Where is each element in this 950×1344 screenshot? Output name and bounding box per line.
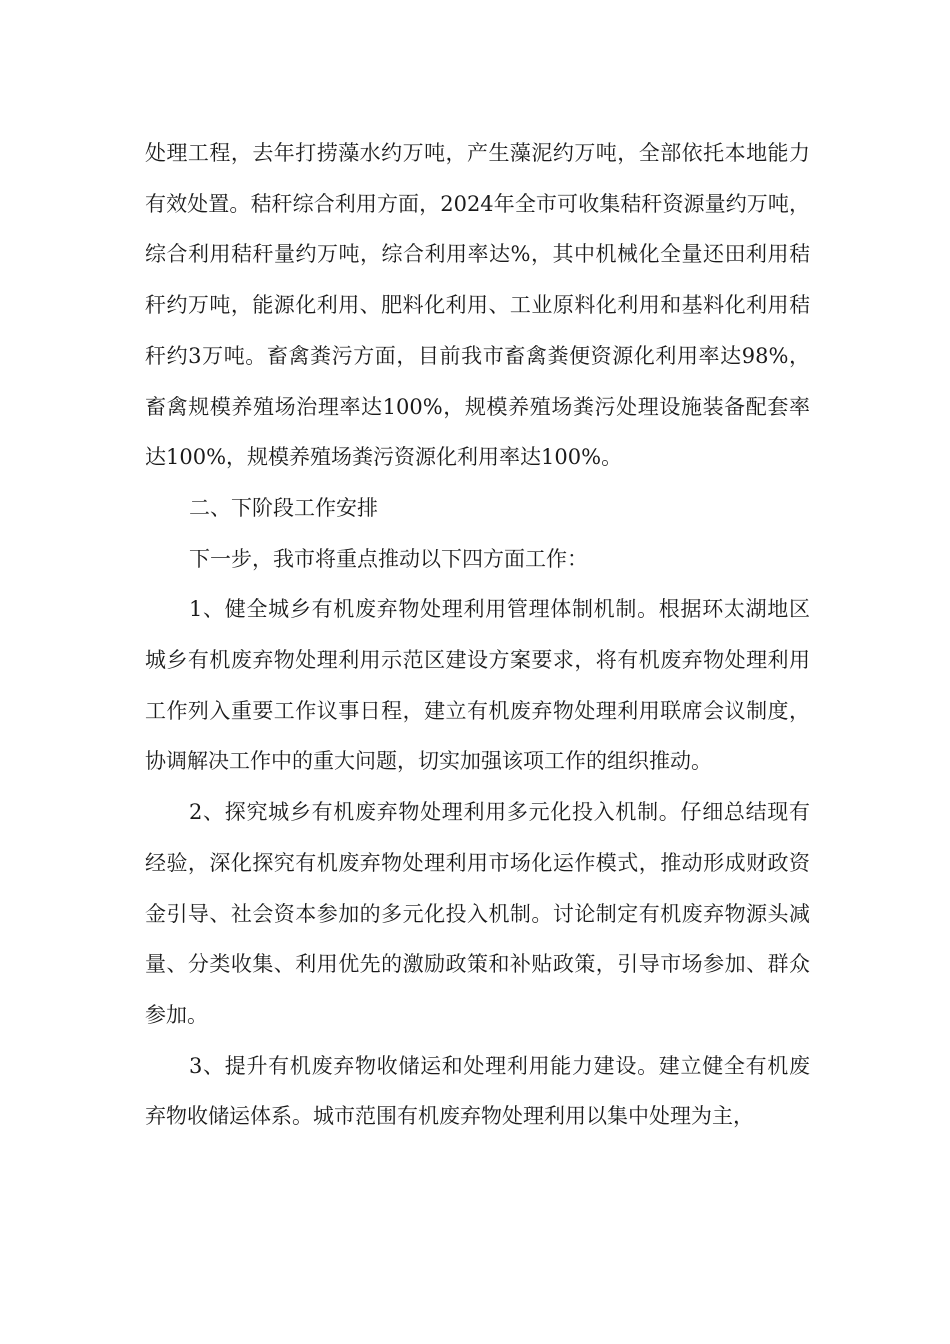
paragraph-item-2: 2、探究城乡有机废弃物处理利用多元化投入机制。仔细总结现有经验，深化探究有机废弃物处理利用市场化运作模式，推动形成财政资金引导、社会资本参加的多元化投入机制。讨论制定有机废弃物源头减量、分类收集、利用优先的激励政策和补贴政策，引导市场参加、群众参加。 <box>145 800 810 1027</box>
paragraph-intro: 下一步，我市将重点推动以下四方面工作： <box>189 546 588 571</box>
section-heading: 二、下阶段工作安排 <box>189 495 378 520</box>
paragraph-item-1: 1、健全城乡有机废弃物处理利用管理体制机制。根据环太湖地区城乡有机废弃物处理利用示范区建设方案要求，将有机废弃物处理利用工作列入重要工作议事日程，建立有机废弃物处理利用联席会议制度，协调解决工作中的重大问题，切实加强该项工作的组织推动。 <box>145 597 810 774</box>
paragraph-continuation: 处理工程，去年打捞藻水约万吨，产生藻泥约万吨，全部依托本地能力有效处置。秸秆综合利用方面，2024年全市可收集秸秆资源量约万吨，综合利用秸秆量约万吨，综合利用率达%，其中机械化全量还田利用秸秆约万吨，能源化利用、肥料化利用、工业原料化利用和基料化利用秸秆约3万吨。畜禽粪污方面，目前我市畜禽粪便资源化利用率达98%，畜禽规模养殖场治理率达100%，规模养殖场粪污处理设施装备配套率达100%，规模养殖场粪污资源化利用率达100%。 <box>145 141 810 470</box>
paragraph-item-3: 3、提升有机废弃物收储运和处理利用能力建设。建立健全有机废弃物收储运体系。城市范围有机废弃物处理利用以集中处理为主， <box>145 1053 810 1129</box>
document-body <box>145 128 810 1142</box>
